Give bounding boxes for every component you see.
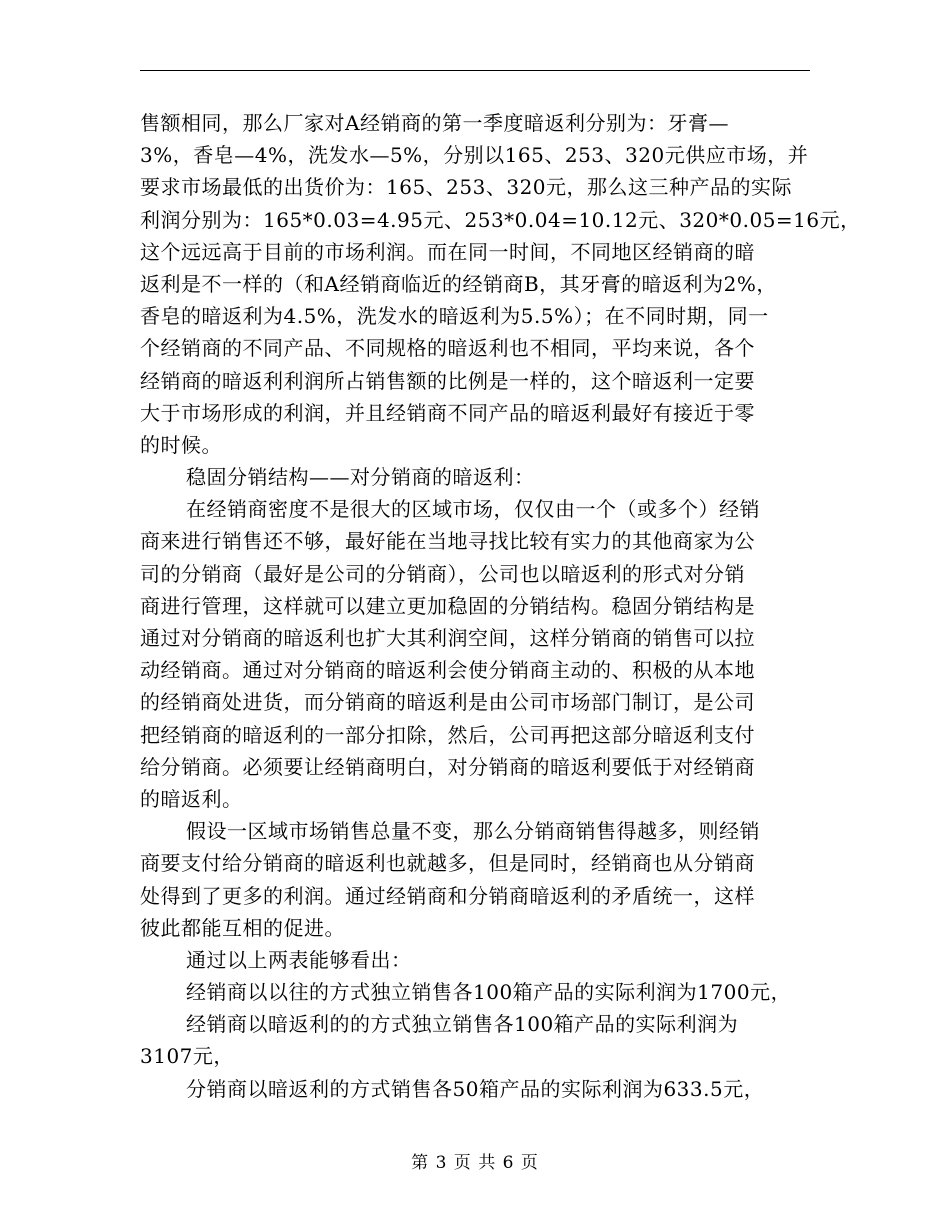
text-line: 彼此都能互相的促进。 (140, 915, 345, 940)
text-line: 通过以上两表能够看出： (186, 947, 412, 972)
text-line: 商进行管理，这样就可以建立更加稳固的分销结构。稳固分销结构是 (140, 593, 755, 618)
text-line: 的经销商处进货，而分销商的暗返利是由公司市场部门制订，是公司 (140, 690, 755, 715)
text-line: 售额相同，那么厂家对A经销商的第一季度暗返利分别为：牙膏— (140, 111, 729, 135)
text-line: 经销商以暗返利的的方式独立销售各100箱产品的实际利润为 (186, 1012, 739, 1037)
text-line: 把经销商的暗返利的一部分扣除，然后，公司再把这部分暗返利支付 (140, 722, 755, 747)
header-rule (140, 70, 810, 71)
text-line: 假设一区域市场销售总量不变，那么分销商销售得越多，则经销 (186, 819, 760, 844)
text-line: 在经销商密度不是很大的区域市场，仅仅由一个（或多个）经销 (186, 497, 760, 522)
document-body (140, 107, 861, 1105)
text-line: 要求市场最低的出货价为：165、253、320元，那么这三种产品的实际 (140, 175, 793, 200)
text-line: 的暗返利。 (140, 786, 243, 811)
text-line: 大于市场形成的利润，并且经销商不同产品的暗返利最好有接近于零 (140, 400, 755, 425)
text-line: 这个远远高于目前的市场利润。而在同一时间，不同地区经销商的暗 (140, 239, 755, 264)
text-line: 3%，香皂—4%，洗发水—5%，分别以165、253、320元供应市场，并 (140, 143, 809, 168)
text-line: 通过对分销商的暗返利也扩大其利润空间，这样分销商的销售可以拉 (140, 626, 755, 650)
text-line: 个经销商的不同产品、不同规格的暗返利也不相同，平均来说，各个 (140, 336, 755, 361)
text-line: 稳固分销结构——对分销商的暗返利： (186, 465, 535, 490)
text-line: 处得到了更多的利润。通过经销商和分销商暗返利的矛盾统一，这样 (140, 883, 755, 908)
text-line: 香皂的暗返利为4.5%，洗发水的暗返利为5.5%）；在不同时期，同一 (140, 304, 769, 329)
text-line: 给分销商。必须要让经销商明白，对分销商的暗返利要低于对经销商 (140, 754, 755, 779)
text-line: 经销商以以往的方式独立销售各100箱产品的实际利润为1700元， (186, 980, 792, 1005)
text-line: 3107元， (140, 1044, 234, 1069)
page-footer: 第 3 页 共 6 页 (411, 1153, 539, 1173)
text-line: 的时候。 (140, 432, 222, 457)
text-line: 动经销商。通过对分销商的暗返利会使分销商主动的、积极的从本地 (140, 658, 755, 683)
text-line: 经销商的暗返利利润所占销售额的比例是一样的，这个暗返利一定要 (140, 368, 755, 393)
text-line: 返利是不一样的（和A经销商临近的经销商B，其牙膏的暗返利为2%， (140, 271, 777, 296)
text-line: 利润分别为：165*0.03=4.95元、253*0.04=10.12元、320*0.05=16元， (140, 207, 861, 232)
text-line: 司的分销商（最好是公司的分销商），公司也以暗返利的形式对分销 (140, 561, 745, 586)
text-line: 商要支付给分销商的暗返利也就越多，但是同时，经销商也从分销商 (140, 851, 755, 876)
text-line: 商来进行销售还不够，最好能在当地寻找比较有实力的其他商家为公 (140, 529, 755, 554)
text-line: 分销商以暗返利的方式销售各50箱产品的实际利润为633.5元， (186, 1076, 765, 1101)
